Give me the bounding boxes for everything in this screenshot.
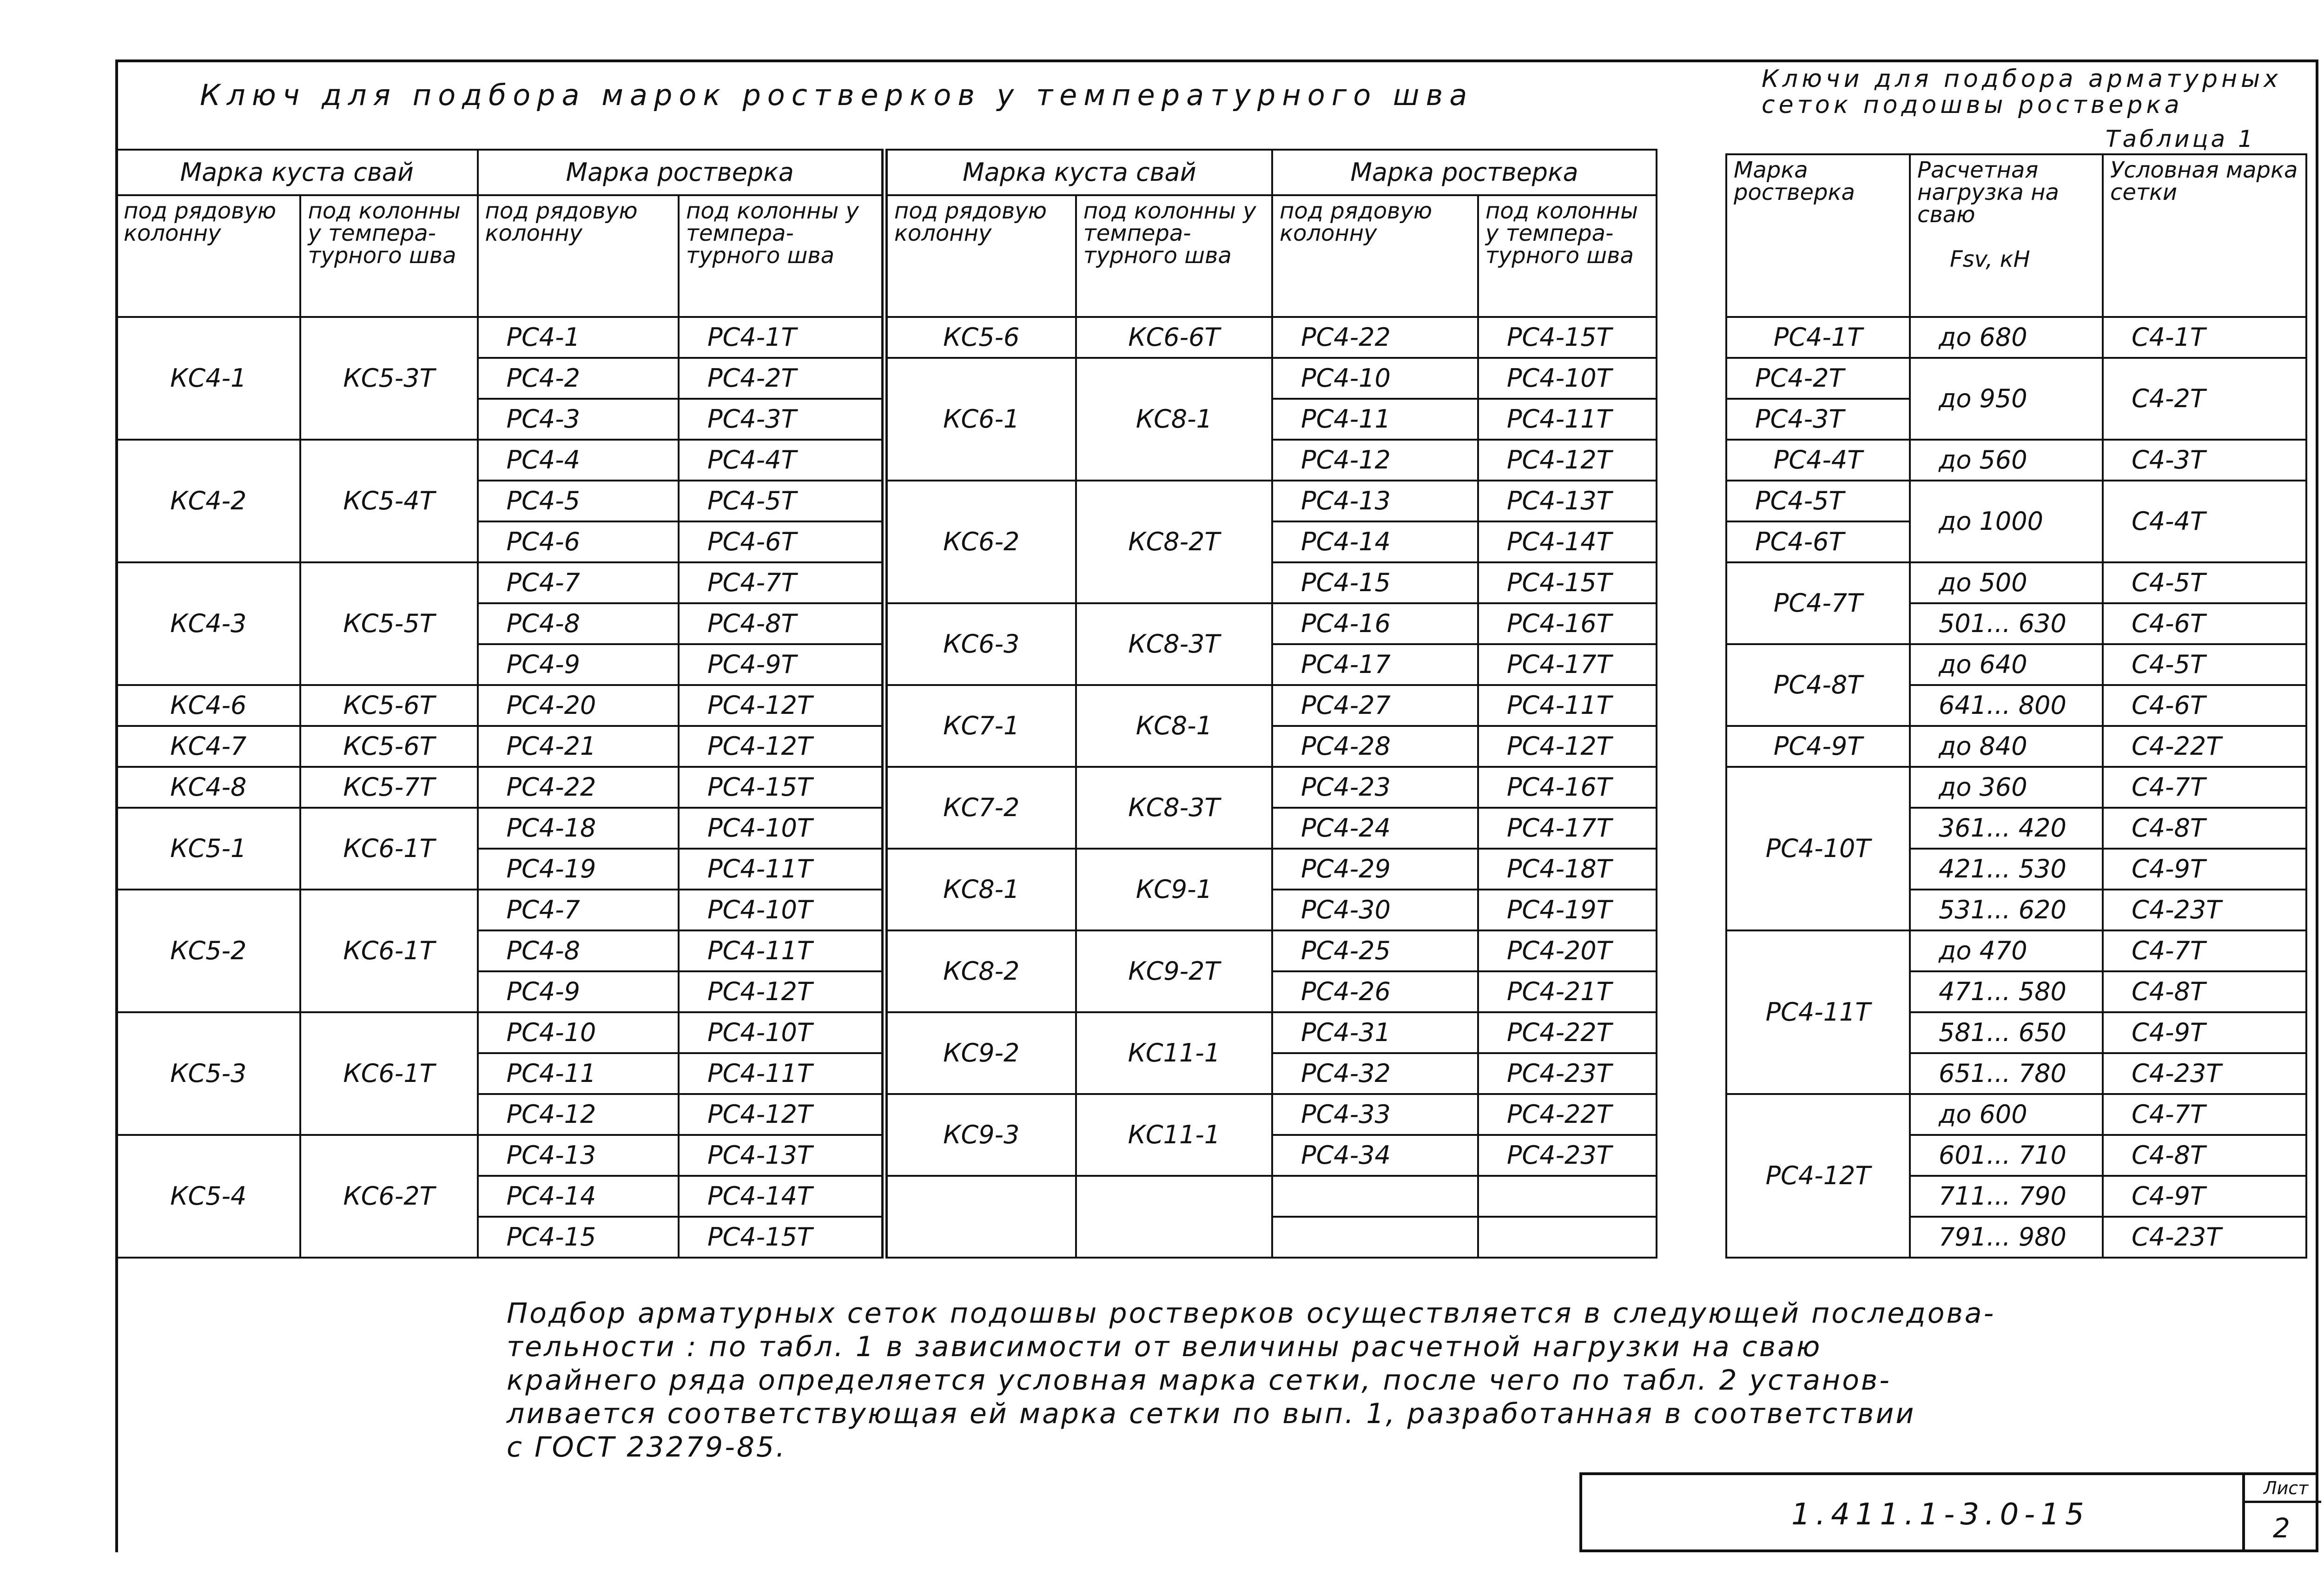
grillage-temp-mark: РС4-12Т [679,1094,885,1135]
mesh-mark: С4-9Т [2103,849,2306,890]
cluster-row-mark: КС8-2 [885,930,1076,1012]
mesh-mark: С4-2Т [2103,358,2306,440]
grillage-row-mark: РС4-16 [1272,603,1478,644]
mesh-load: 471... 580 [1910,971,2103,1012]
grillage-row-mark: РС4-32 [1272,1053,1478,1094]
mesh-load: до 950 [1910,358,2103,440]
cluster-temp-mark: КС9-1 [1076,849,1272,930]
cluster-temp-mark: КС6-6Т [1076,317,1272,358]
grillage-temp-mark: РС4-11Т [679,849,885,890]
mesh-mark: С4-23Т [2103,1053,2306,1094]
grillage-temp-mark: РС4-5Т [679,481,885,521]
cluster-temp-mark: КС8-3Т [1076,603,1272,685]
grillage-row-mark: РС4-24 [1272,808,1478,849]
mesh-grillage-mark: РС4-11Т [1726,930,1910,1094]
grillage-temp-mark: РС4-11Т [679,930,885,971]
grillage-temp-mark: РС4-18Т [1478,849,1657,890]
grillage-temp-mark: РС4-23Т [1478,1135,1657,1176]
grillage-temp-mark: РС4-19Т [1478,890,1657,930]
table-row [116,1012,1657,1053]
grillage-temp-mark: РС4-12Т [1478,440,1657,481]
mesh-load: 651... 780 [1910,1053,2103,1094]
grillage-temp-mark: РС4-8Т [679,603,885,644]
mesh-row [1726,440,2306,481]
mesh-grillage-mark: РС4-9Т [1726,726,1910,767]
grillage-temp-mark: РС4-10Т [679,1012,885,1053]
mesh-load: до 640 [1910,644,2103,685]
mesh-load: 361... 420 [1910,808,2103,849]
mesh-load: 531... 620 [1910,890,2103,930]
subheader-row-col: под рядовую колонну [116,195,300,317]
mesh-grillage-mark: РС4-12Т [1726,1094,1910,1258]
grillage-temp-mark: РС4-14Т [679,1176,885,1217]
grillage-row-mark: РС4-14 [478,1176,679,1217]
table-row [116,317,1657,358]
right-title-line2: сеток подошвы ростверка [1762,91,2183,119]
grillage-row-mark: РС4-5 [478,481,679,521]
cluster-row-mark: КС7-1 [885,685,1076,767]
mesh-load: 421... 530 [1910,849,2103,890]
grillage-temp-mark: РС4-3Т [679,399,885,440]
mesh-row [1726,930,2306,971]
grillage-row-mark: РС4-4 [478,440,679,481]
grillage-row-mark: РС4-2 [478,358,679,399]
mesh-grillage-mark: РС4-1Т [1726,317,1910,358]
mesh-load: до 470 [1910,930,2103,971]
grillage-temp-mark: РС4-15Т [679,1217,885,1258]
cluster-row-mark: КС4-8 [116,767,300,808]
grillage-row-mark: РС4-6 [478,521,679,562]
note-line-4: ливается соответствующая ей марка сетки по вып. 1, разработанная в соответствии [507,1398,1916,1430]
mesh-mark: С4-5Т [2103,644,2306,685]
mesh-row [1726,644,2306,685]
grillage-temp-mark: РС4-10Т [679,808,885,849]
cluster-row-mark: КС5-2 [116,890,300,1012]
mesh-grillage-mark: РС4-3Т [1726,399,1910,440]
grillage-row-mark: РС4-30 [1272,890,1478,930]
subheader-temp-joint: под колонны у темпера- турного шва [300,195,477,317]
empty-cell [1272,1217,1478,1258]
cluster-temp-mark: КС5-3Т [300,317,477,440]
mesh-row [1726,726,2306,767]
cluster-temp-mark: КС8-3Т [1076,767,1272,849]
empty-cell [1478,1176,1657,1217]
grillage-row-mark: РС4-13 [478,1135,679,1176]
mesh-load: до 360 [1910,767,2103,808]
cluster-temp-mark: КС11-1 [1076,1094,1272,1176]
mesh-grillage-mark: РС4-10Т [1726,767,1910,930]
grillage-temp-mark: РС4-16Т [1478,767,1657,808]
grillage-row-mark: РС4-15 [1272,562,1478,603]
empty-cell [1272,1176,1478,1217]
subheader-temp-joint: под колонны у темпера- турного шва [679,195,885,317]
mesh-load: 791... 980 [1910,1217,2103,1258]
header-pile-cluster-b: Марка куста свай [885,150,1272,195]
frame-left-extension [115,1362,118,1552]
note-line-2: тельности : по табл. 1 в зависимости от величины расчетной нагрузки на сваю [507,1331,1822,1363]
mesh-load: до 560 [1910,440,2103,481]
grillage-row-mark: РС4-1 [478,317,679,358]
sheet-box [2242,1475,2318,1549]
cluster-row-mark: КС5-4 [116,1135,300,1258]
grillage-key-body [116,317,1657,1258]
cluster-temp-mark: КС5-4Т [300,440,477,562]
grillage-temp-mark: РС4-23Т [1478,1053,1657,1094]
mesh-load: до 840 [1910,726,2103,767]
grillage-row-mark: РС4-11 [1272,399,1478,440]
cluster-row-mark: КС5-6 [885,317,1076,358]
cluster-row-mark: КС4-6 [116,685,300,726]
mesh-header-mesh: Условная марка сетки [2103,154,2306,317]
grillage-row-mark: РС4-12 [1272,440,1478,481]
grillage-temp-mark: РС4-6Т [679,521,885,562]
grillage-temp-mark: РС4-22Т [1478,1012,1657,1053]
table-row [116,767,1657,808]
grillage-row-mark: РС4-23 [1272,767,1478,808]
grillage-row-mark: РС4-28 [1272,726,1478,767]
subheader-row-col: под рядовую колонну [478,195,679,317]
cluster-row-mark: КС4-7 [116,726,300,767]
cluster-temp-mark: КС8-2Т [1076,481,1272,603]
grillage-row-mark: РС4-29 [1272,849,1478,890]
grillage-row-mark: РС4-14 [1272,521,1478,562]
subheader-row-col: под рядовую колонну [885,195,1076,317]
cluster-temp-mark: КС5-6Т [300,726,477,767]
header-grillage-a: Марка ростверка [478,150,885,195]
main-title: Ключ для подбора марок ростверков у температурного шва [200,78,1474,112]
grillage-row-mark: РС4-27 [1272,685,1478,726]
mesh-grillage-mark: РС4-7Т [1726,562,1910,644]
cluster-temp-mark: КС9-2Т [1076,930,1272,1012]
grillage-temp-mark: РС4-12Т [1478,726,1657,767]
subheader-temp-joint: под колонны у темпера- турного шва [1076,195,1272,317]
document-code: 1.411.1-3.0-15 [1791,1497,2090,1532]
grillage-row-mark: РС4-13 [1272,481,1478,521]
mesh-header-load [1910,154,2103,317]
cluster-row-mark: КС5-1 [116,808,300,890]
title-block [1579,1472,2318,1552]
cluster-row-mark: КС9-2 [885,1012,1076,1094]
mesh-mark: С4-22Т [2103,726,2306,767]
mesh-row [1726,1094,2306,1135]
right-title-line1: Ключи для подбора арматурных [1762,65,2282,93]
grillage-row-mark: РС4-7 [478,890,679,930]
grillage-temp-mark: РС4-17Т [1478,808,1657,849]
grillage-row-mark: РС4-22 [1272,317,1478,358]
cluster-temp-mark: КС11-1 [1076,1012,1272,1094]
mesh-row [1726,767,2306,808]
grillage-row-mark: РС4-7 [478,562,679,603]
sheet-number: 2 [2273,1512,2290,1544]
grillage-temp-mark: РС4-10Т [1478,358,1657,399]
cluster-row-mark: КС6-1 [885,358,1076,481]
mesh-mark: С4-4Т [2103,481,2306,562]
grillage-temp-mark: РС4-14Т [1478,521,1657,562]
mesh-mark: С4-6Т [2103,685,2306,726]
mesh-load: 501... 630 [1910,603,2103,644]
mesh-mark: С4-6Т [2103,603,2306,644]
grillage-row-mark: РС4-34 [1272,1135,1478,1176]
note-line-3: крайнего ряда определяется условная марка сетки, после чего по табл. 2 установ- [507,1364,1891,1397]
grillage-row-mark: РС4-9 [478,971,679,1012]
grillage-row-mark: РС4-22 [478,767,679,808]
mesh-key-body [1726,317,2306,1258]
cluster-temp-mark: КС8-1 [1076,685,1272,767]
mesh-mark: С4-9Т [2103,1176,2306,1217]
grillage-temp-mark: РС4-22Т [1478,1094,1657,1135]
grillage-temp-mark: РС4-1Т [679,317,885,358]
cluster-row-mark: КС4-1 [116,317,300,440]
empty-cell [1076,1176,1272,1258]
grillage-row-mark: РС4-19 [478,849,679,890]
empty-cell [885,1176,1076,1258]
cluster-row-mark: КС7-2 [885,767,1076,849]
grillage-temp-mark: РС4-12Т [679,726,885,767]
grillage-row-mark: РС4-11 [478,1053,679,1094]
mesh-grillage-mark: РС4-8Т [1726,644,1910,726]
cluster-temp-mark: КС6-1Т [300,1012,477,1135]
mesh-load: 601... 710 [1910,1135,2103,1176]
mesh-load: 581... 650 [1910,1012,2103,1053]
grillage-temp-mark: РС4-15Т [1478,317,1657,358]
mesh-grillage-mark: РС4-2Т [1726,358,1910,399]
mesh-load: 711... 790 [1910,1176,2103,1217]
cluster-temp-mark: КС5-6Т [300,685,477,726]
grillage-row-mark: РС4-21 [478,726,679,767]
mesh-mark: С4-3Т [2103,440,2306,481]
mesh-load: 641... 800 [1910,685,2103,726]
cluster-temp-mark: КС6-1Т [300,890,477,1012]
cluster-row-mark: КС8-1 [885,849,1076,930]
cluster-temp-mark: КС6-1Т [300,808,477,890]
mesh-mark: С4-8Т [2103,971,2306,1012]
mesh-grillage-mark: РС4-4Т [1726,440,1910,481]
cluster-temp-mark: КС6-2Т [300,1135,477,1258]
grillage-row-mark: РС4-8 [478,603,679,644]
mesh-mark: С4-1Т [2103,317,2306,358]
grillage-temp-mark: РС4-10Т [679,890,885,930]
grillage-temp-mark: РС4-12Т [679,685,885,726]
grillage-row-mark: РС4-17 [1272,644,1478,685]
sheet-label-cell [2245,1475,2321,1503]
grillage-row-mark: РС4-10 [478,1012,679,1053]
mesh-header-grillage: Марка ростверка [1726,154,1910,317]
grillage-temp-mark: РС4-13Т [679,1135,885,1176]
grillage-temp-mark: РС4-15Т [679,767,885,808]
cluster-row-mark: КС5-3 [116,1012,300,1135]
mesh-load: до 500 [1910,562,2103,603]
cluster-row-mark: КС6-3 [885,603,1076,685]
mesh-mark: С4-5Т [2103,562,2306,603]
mesh-mark: С4-7Т [2103,767,2306,808]
mesh-grillage-mark: РС4-5Т [1726,481,1910,521]
grillage-row-mark: РС4-3 [478,399,679,440]
table-row [116,685,1657,726]
mesh-mark: С4-7Т [2103,1094,2306,1135]
empty-cell [1478,1217,1657,1258]
grillage-temp-mark: РС4-15Т [1478,562,1657,603]
header-grillage-b: Марка ростверка [1272,150,1657,195]
mesh-header-load-text: Расчетная нагрузка на сваю [1917,157,2059,228]
cluster-temp-mark: КС8-1 [1076,358,1272,481]
mesh-load: до 680 [1910,317,2103,358]
cluster-row-mark: КС4-2 [116,440,300,562]
mesh-row [1726,481,2306,521]
mesh-mark: С4-8Т [2103,1135,2306,1176]
grillage-temp-mark: РС4-16Т [1478,603,1657,644]
grillage-row-mark: РС4-25 [1272,930,1478,971]
grillage-temp-mark: РС4-4Т [679,440,885,481]
grillage-key-table [115,149,1657,1259]
note-line-5: с ГОСТ 23279-85. [507,1431,787,1464]
mesh-load: до 600 [1910,1094,2103,1135]
grillage-temp-mark: РС4-11Т [1478,685,1657,726]
grillage-temp-mark: РС4-13Т [1478,481,1657,521]
mesh-row [1726,358,2306,399]
mesh-load: до 1000 [1910,481,2103,562]
mesh-mark: С4-9Т [2103,1012,2306,1053]
cluster-row-mark: КС4-3 [116,562,300,685]
grillage-row-mark: РС4-10 [1272,358,1478,399]
grillage-row-mark: РС4-26 [1272,971,1478,1012]
header-pile-cluster-a: Марка куста свай [116,150,478,195]
subheader-temp-joint: под колонны у темпера- турного шва [1478,195,1657,317]
cluster-temp-mark: КС5-5Т [300,562,477,685]
grillage-temp-mark: РС4-11Т [679,1053,885,1094]
grillage-row-mark: РС4-33 [1272,1094,1478,1135]
grillage-temp-mark: РС4-2Т [679,358,885,399]
grillage-temp-mark: РС4-11Т [1478,399,1657,440]
mesh-key-table [1725,153,2307,1259]
cluster-temp-mark: КС5-7Т [300,767,477,808]
grillage-temp-mark: РС4-7Т [679,562,885,603]
mesh-row [1726,317,2306,358]
grillage-row-mark: РС4-8 [478,930,679,971]
grillage-temp-mark: РС4-12Т [679,971,885,1012]
mesh-mark: С4-23Т [2103,890,2306,930]
grillage-row-mark: РС4-9 [478,644,679,685]
grillage-row-mark: РС4-18 [478,808,679,849]
cluster-row-mark: КС6-2 [885,481,1076,603]
mesh-mark: С4-23Т [2103,1217,2306,1258]
grillage-row-mark: РС4-31 [1272,1012,1478,1053]
table-label: Таблица 1 [2106,125,2256,152]
note-line-1: Подбор арматурных сеток подошвы ростверков осуществляется в следующей последова- [507,1297,1996,1330]
subheader-row-col: под рядовую колонну [1272,195,1478,317]
mesh-mark: С4-7Т [2103,930,2306,971]
grillage-temp-mark: РС4-17Т [1478,644,1657,685]
grillage-row-mark: РС4-12 [478,1094,679,1135]
grillage-row-mark: РС4-15 [478,1217,679,1258]
cluster-row-mark: КС9-3 [885,1094,1076,1176]
mesh-row [1726,562,2306,603]
mesh-mark: С4-8Т [2103,808,2306,849]
grillage-temp-mark: РС4-20Т [1478,930,1657,971]
sheet-label: Лист [2264,1478,2309,1498]
grillage-row-mark: РС4-20 [478,685,679,726]
grillage-temp-mark: РС4-21Т [1478,971,1657,1012]
mesh-header-load-symbol: Fsv, кН [1950,246,2030,272]
grillage-temp-mark: РС4-9Т [679,644,885,685]
mesh-grillage-mark: РС4-6Т [1726,521,1910,562]
